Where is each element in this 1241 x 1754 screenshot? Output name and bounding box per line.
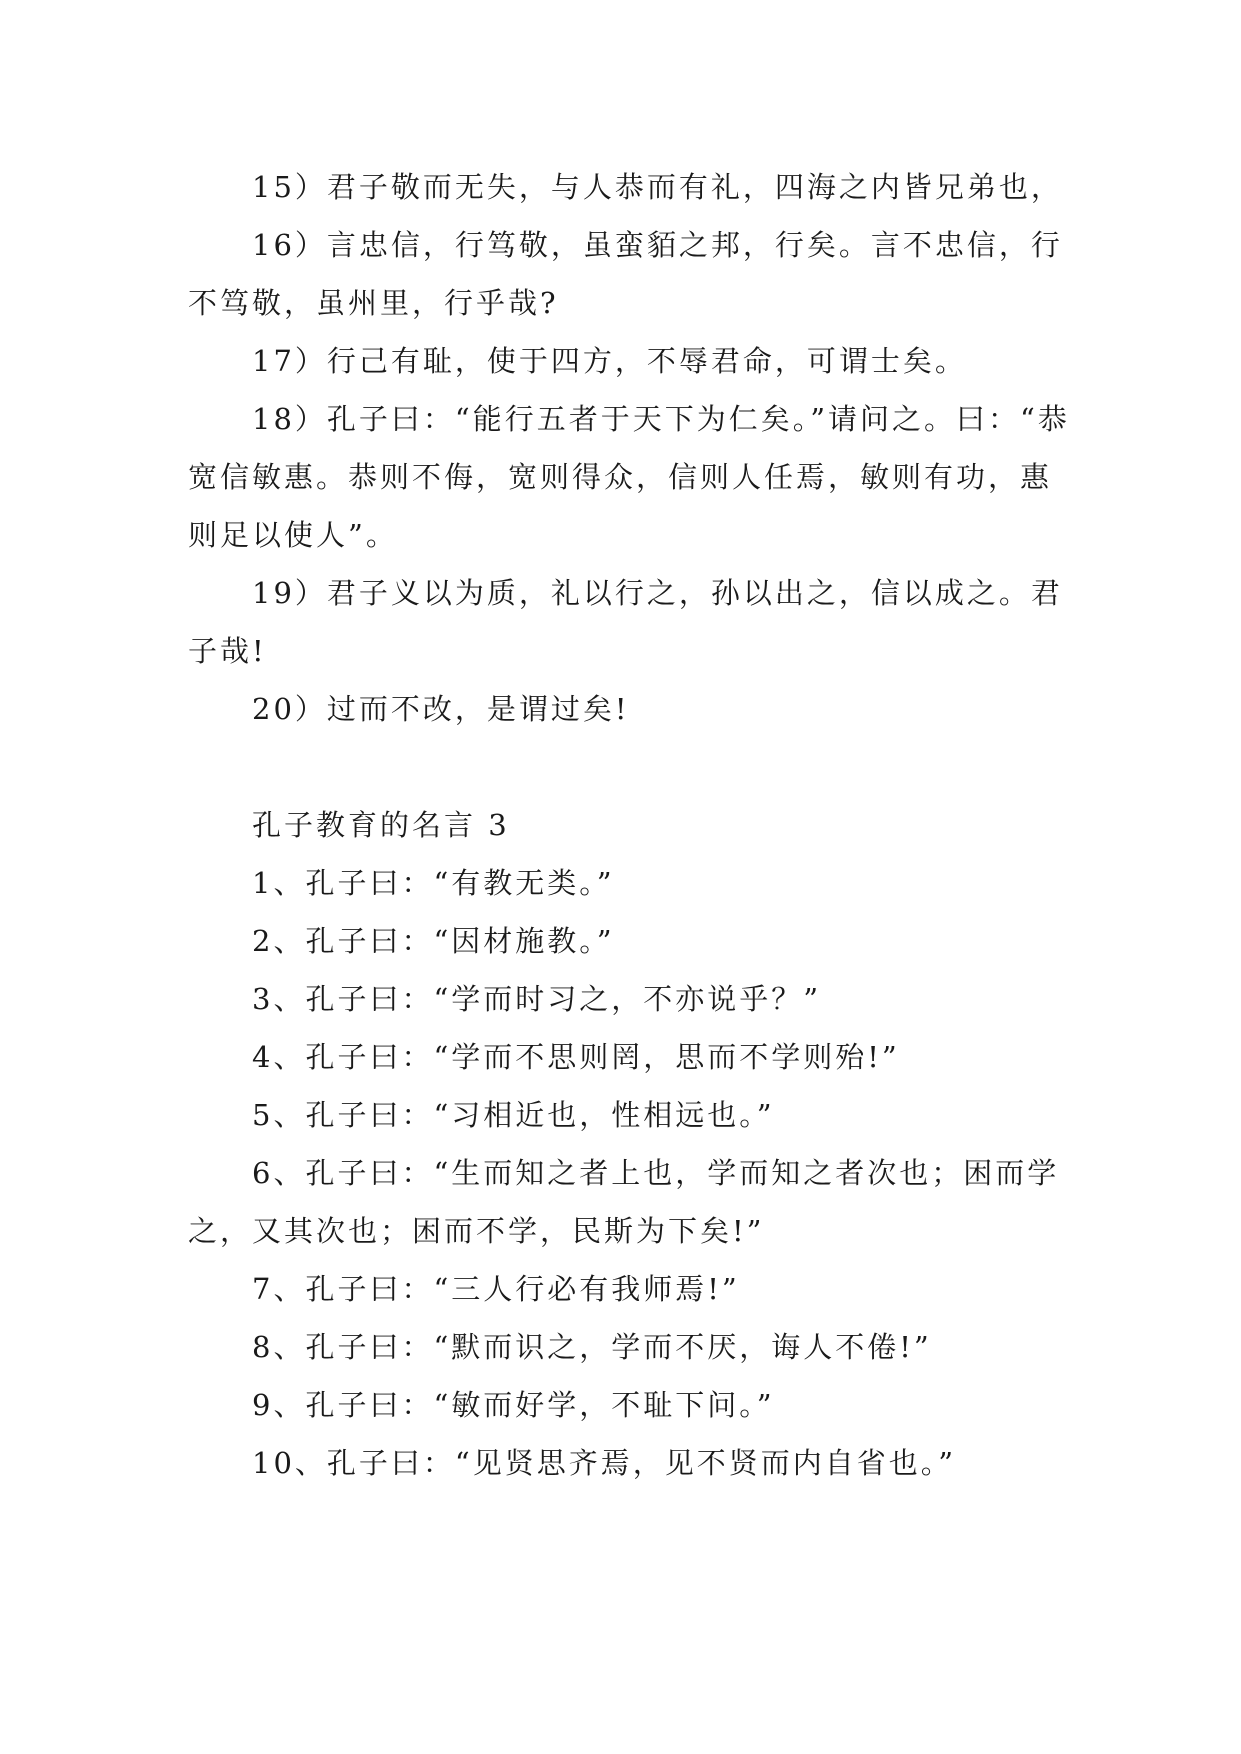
list-item: 8、孔子曰：“默而识之，学而不厌，诲人不倦!”: [252, 1330, 932, 1364]
list-item: 9、孔子曰：“敏而好学，不耻下问。”: [252, 1388, 775, 1422]
list-item: 10、孔子曰：“见贤思齐焉，见不贤而内自省也。”: [252, 1446, 957, 1480]
quote-paragraph-15: 15）君子敬而无失，与人恭而有礼，四海之内皆兄弟也，: [252, 170, 1063, 204]
list-item: 2、孔子曰：“因材施教。”: [252, 924, 615, 958]
quote-paragraph-18: 18）孔子曰：“能行五者于天下为仁矣。”请问之。曰：“恭宽信敏惠。恭则不侮，宽则得众，信则人任焉，敏则有功，惠则足以使人”。: [188, 402, 1070, 552]
list-item: 6、孔子曰：“生而知之者上也，学而知之者次也；困而学之，又其次也；困而不学，民斯为下矣!”: [188, 1156, 1060, 1248]
document-body: [188, 158, 1070, 1492]
list-item: 5、孔子曰：“习相近也，性相远也。”: [252, 1098, 775, 1132]
quote-paragraph-17: 17）行己有耻，使于四方，不辱君命，可谓士矣。: [252, 344, 967, 378]
quote-paragraph-20: 20）过而不改，是谓过矣!: [252, 692, 630, 726]
list-item: 7、孔子曰：“三人行必有我师焉!”: [252, 1272, 740, 1306]
list-item: 1、孔子曰：“有教无类。”: [252, 866, 615, 900]
list-item: 3、孔子曰：“学而时习之，不亦说乎？”: [252, 982, 822, 1016]
list-item: 4、孔子曰：“学而不思则罔，思而不学则殆!”: [252, 1040, 900, 1074]
quote-paragraph-16: 16）言忠信，行笃敬，虽蛮貊之邦，行矣。言不忠信，行不笃敬，虽州里，行乎哉?: [188, 228, 1063, 320]
quote-paragraph-19: 19）君子义以为质，礼以行之，孙以出之，信以成之。君子哉!: [188, 576, 1063, 668]
section-title: 孔子教育的名言 3: [252, 808, 510, 842]
